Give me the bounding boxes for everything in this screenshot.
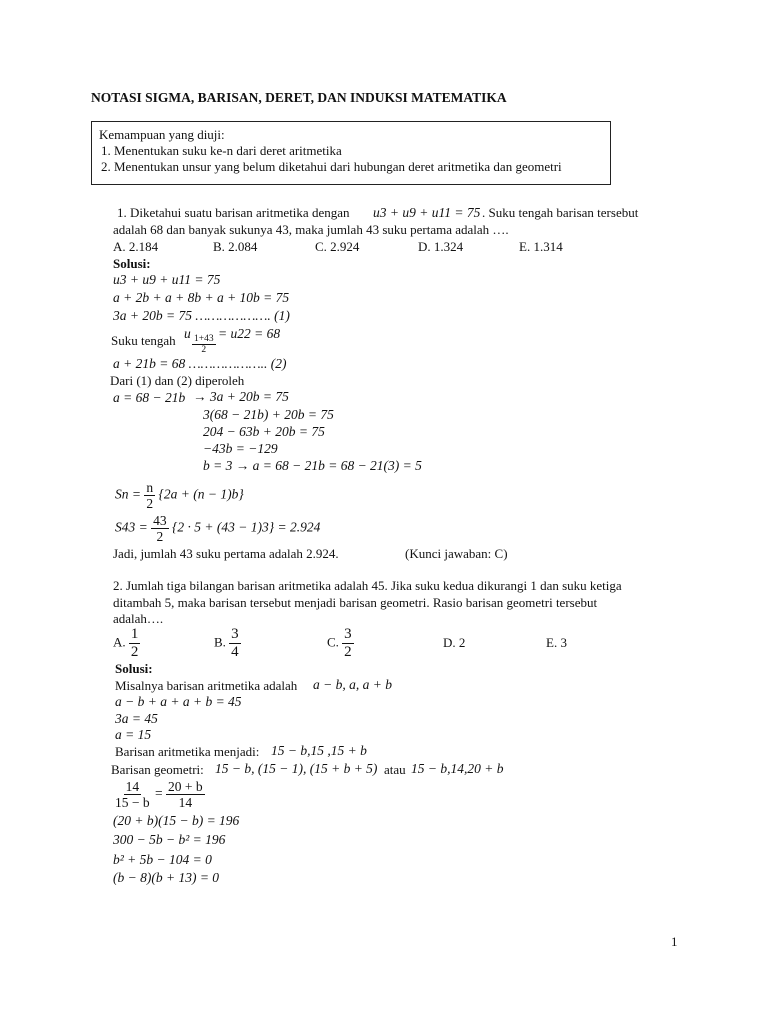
q1-middle-term-math: = u22 = 68: [218, 326, 281, 341]
q1-line-1a: 1. Diketahui suatu barisan aritmetika dengan: [117, 205, 350, 220]
page-title: NOTASI SIGMA, BARISAN, DERET, DAN INDUKSI MATEMATIKA: [91, 90, 507, 105]
q1-line-1-math: u3 + u9 + u11 = 75: [373, 205, 481, 220]
q1-middle-term-subscript: $\frac{1+43}{2}$: [194, 334, 214, 355]
q2-option-a: A. $\frac{1}{2}$: [113, 626, 139, 660]
q2-step-6a: Barisan geometri:: [111, 762, 204, 777]
q2-step-3: 3a = 45: [115, 711, 158, 726]
q2-step-1b: a − b, a, a + b: [313, 677, 392, 692]
q1-line-2: adalah 68 dan banyak sukunya 43, maka jumlah 43 suku pertama adalah ….: [113, 222, 509, 237]
q1-line-1b: . Suku tengah barisan tersebut: [482, 205, 639, 220]
q1-sn-formula: Sn = $\frac{n}{2}$ {2a + (n − 1)b}: [115, 480, 244, 511]
q2-step-2: a − b + a + a + b = 45: [115, 694, 242, 709]
q1-solusi-label: Solusi:: [113, 256, 151, 271]
q1-step-6: Dari (1) dan (2) diperoleh: [110, 373, 245, 388]
q2-option-b: B. $\frac{3}{4}$: [214, 626, 239, 660]
q1-step-10: −43b = −129: [203, 441, 278, 456]
q2-step-6c: atau: [384, 762, 406, 777]
q1-step-11: b = 3 → a = 68 − 21b = 68 − 21(3) = 5: [203, 458, 422, 473]
q2-step-6b: 15 − b, (15 − 1), (15 + b + 5): [215, 761, 378, 776]
q2-option-e: E. 3: [546, 635, 567, 650]
page-number: 1: [671, 934, 678, 949]
q1-option-d: D. 1.324: [418, 239, 464, 254]
q1-option-a: A. 2.184: [113, 239, 159, 254]
q1-step-9: 204 − 63b + 20b = 75: [203, 424, 325, 439]
q1-option-c: C. 2.924: [315, 239, 360, 254]
q2-ratio-equation: $\frac{14}{15 - b}$ = $\frac{20 + b}{14}$: [115, 779, 203, 810]
q1-step-2: a + 2b + a + 8b + a + 10b = 75: [113, 290, 290, 305]
q2-step-5b: 15 − b,15 ,15 + b: [271, 743, 367, 758]
q1-conclusion: Jadi, jumlah 43 suku pertama adalah 2.924.: [113, 546, 339, 561]
q2-step-11: (b − 8)(b + 13) = 0: [113, 870, 220, 885]
q2-step-1a: Misalnya barisan aritmetika adalah: [115, 678, 298, 693]
competency-heading: Kemampuan yang diuji:: [99, 127, 225, 142]
q2-line-3: adalah….: [113, 611, 164, 626]
competency-item-1: 1. Menentukan suku ke-n dari deret aritmetika: [101, 143, 342, 158]
q1-middle-term-u: u: [184, 326, 191, 341]
q2-step-10: b² + 5b − 104 = 0: [113, 852, 212, 867]
q1-step-1: u3 + u9 + u11 = 75: [113, 272, 221, 287]
q1-middle-term-label: Suku tengah: [111, 333, 176, 348]
q1-step-5: a + 21b = 68 ……………….. (2): [113, 356, 287, 371]
q2-line-2: ditambah 5, maka barisan tersebut menjadi barisan geometri. Rasio barisan geometri tersebut: [113, 595, 598, 610]
q2-option-d: D. 2: [443, 635, 466, 650]
q1-option-e: E. 1.314: [519, 239, 563, 254]
q2-line-1: 2. Jumlah tiga bilangan barisan aritmetika adalah 45. Jika suku kedua dikurangi 1 dan suku ketiga: [113, 578, 622, 593]
q1-step-3: 3a + 20b = 75 ………………. (1): [113, 308, 290, 323]
q2-step-5a: Barisan aritmetika menjadi:: [115, 744, 260, 759]
q2-step-9: 300 − 5b − b² = 196: [113, 832, 226, 847]
competency-item-2: 2. Menentukan unsur yang belum diketahui dari hubungan deret aritmetika dan geometri: [101, 159, 562, 174]
q2-step-6d: 15 − b,14,20 + b: [411, 761, 504, 776]
q1-answer-key: (Kunci jawaban: C): [405, 546, 508, 561]
q1-s43-formula: S43 = $\frac{43}{2}$ {2 · 5 + (43 − 1)3} = 2.924: [115, 513, 321, 544]
q1-option-b: B. 2.084: [213, 239, 258, 254]
q2-solusi-label: Solusi:: [115, 661, 153, 676]
q2-step-8: (20 + b)(15 − b) = 196: [113, 813, 240, 828]
q1-step-8: 3(68 − 21b) + 20b = 75: [203, 407, 334, 422]
q1-step-7a: a = 68 − 21b: [113, 390, 186, 405]
q2-step-4: a = 15: [115, 727, 152, 742]
q2-option-c: C. $\frac{3}{2}$: [327, 626, 352, 660]
q1-step-7b: → 3a + 20b = 75: [193, 389, 289, 404]
